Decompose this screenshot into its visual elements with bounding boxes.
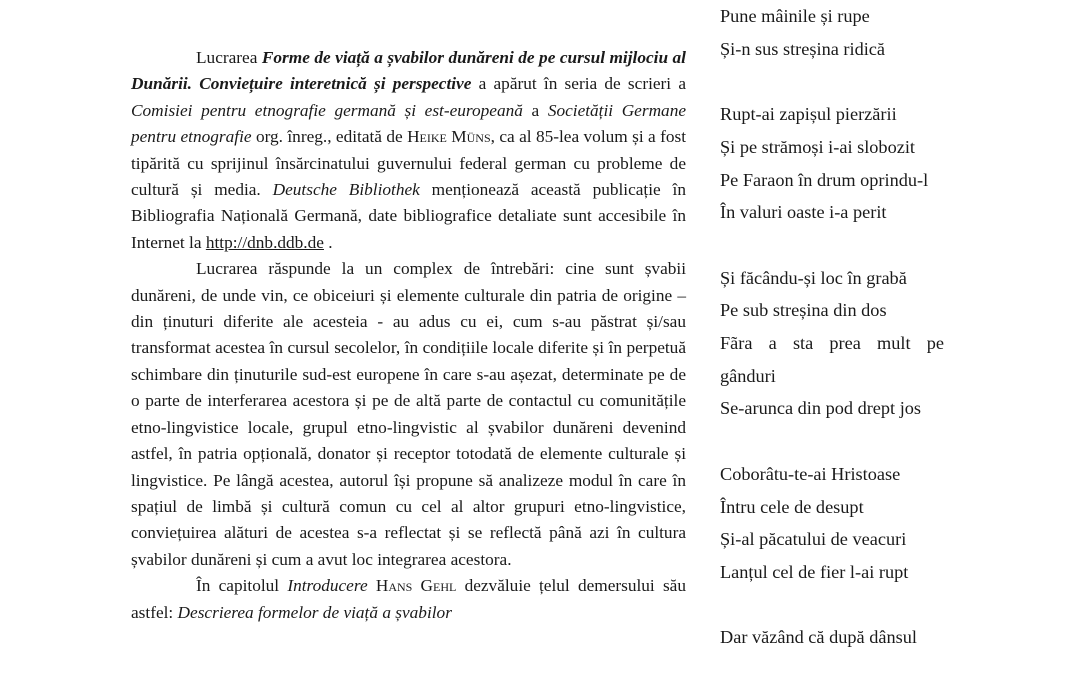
p3-text-3: dezvăluie țelul demersului său astfel: [131, 576, 686, 622]
poem-stanza [720, 262, 944, 426]
paragraph-3 [131, 573, 686, 626]
verse-line: Și-n sus streșina ridică [720, 38, 886, 59]
poem-stanza [720, 458, 944, 589]
verse-line: Dar văzând că după dânsul [720, 627, 917, 648]
verse-line: În valuri oaste i-a perit [720, 202, 887, 223]
library-name: Deutsche Bibliothek [272, 180, 420, 200]
p1-text-6: menționează această publicație în Bibliografia Națională Germană, date bibliografice detaliate sunt accesibile în Internet la [131, 180, 687, 252]
poem-stanza [720, 98, 944, 229]
verse-line: Pune mâinile și rupe [720, 6, 870, 26]
dnb-link[interactable]: http://dnb.ddb.de [205, 232, 324, 252]
verse-line: Lanțul cel de fier l-ai rupt [720, 561, 909, 582]
quote-text: Descrierea formelor de viață a șvabilor [177, 602, 452, 622]
verse-line: Și pe strămoși i-ai slobozit [720, 136, 915, 157]
paragraph-2: Lucrarea răspunde la un complex de întrebări: cine sunt șvabii dunăreni, de unde vin, ce obiceiuri și elemente culturale din patria de origine – din ținuturi diferite ale acesteia - au adus cu ei, cum s-au păstrat și/sau transformat acestea în cursul secolelor, în condițiile locale diferite și în perpetuă schimbare din ținuturile sud-est europene în care s-au așezat, determinate pe de o parte de interferarea acestora și pe de altă parte de contactul cu comunitățile etno-lingvistice locale, grupul etno-lingvistic al șvabilor dunăreni devenind astfel, în patria opțională, donator și receptor totodată de elemente culturale și lingvistice. Pe lângă acestea, autorul își propune să analizeze modul în care în spațiul de limbă și cultură comun cu cel al altor grupuri etno-lingvistice, conviețuirea alături de acestea s-a reflectat și se reflectă până azi în cultura șvabilor dunăreni și cum a avut loc integrarea acestora. [131, 259, 686, 569]
chapter-name: Introducere [287, 576, 368, 596]
p3-text-1: În capitolul [196, 576, 288, 596]
p1-text-3: a [522, 100, 548, 120]
editor-name: Heike Müns [407, 127, 491, 147]
p1-text-7: . [323, 232, 333, 252]
p3-text-2 [368, 576, 376, 595]
verse-line: Rupt-ai zapișul pierzării [720, 104, 897, 125]
poem-stanza [720, 621, 944, 654]
p1-text-2: a apărut în seria de scrieri a [471, 74, 686, 94]
verse-line: Fãra a sta prea mult pe gânduri [720, 333, 944, 386]
series-name: Comisiei pentru etnografie germană și est-europeană [131, 100, 523, 120]
verse-line: Întru cele de desupt [720, 496, 864, 517]
author-name: Hans Gehl [375, 576, 457, 596]
verse-line: Se-arunca din pod drept jos [720, 398, 922, 419]
p1-text-1: Lucrarea [196, 48, 262, 67]
book-title: Forme de viață a șvabilor dunăreni de pe cursul mijlociu al Dunării. Conviețuire interetnică și perspective [131, 48, 686, 94]
verse-line: Pe Faraon în drum oprindu-l [720, 169, 929, 190]
p1-text-5: , ca al 85-lea volum și a fost tipărită cu sprijinul însărcinatului guvernului federal german cu probleme de cultură și media. [131, 127, 686, 200]
verse-line: Și făcându-și loc în grabă [720, 267, 907, 288]
verse-line: Și-al păcatului de veacuri [720, 529, 907, 550]
p1-text-4: org. înreg., editată de [251, 127, 408, 147]
verse-line: Coborâtu-te-ai Hristoase [720, 463, 901, 484]
main-text-column [131, 45, 686, 626]
poem-stanza [720, 0, 944, 65]
society-name: Societății Germane pentru etnografie [131, 100, 687, 147]
poem-column [720, 0, 944, 687]
paragraph-1 [131, 45, 686, 256]
verse-line: Pe sub streșina din dos [720, 300, 887, 321]
